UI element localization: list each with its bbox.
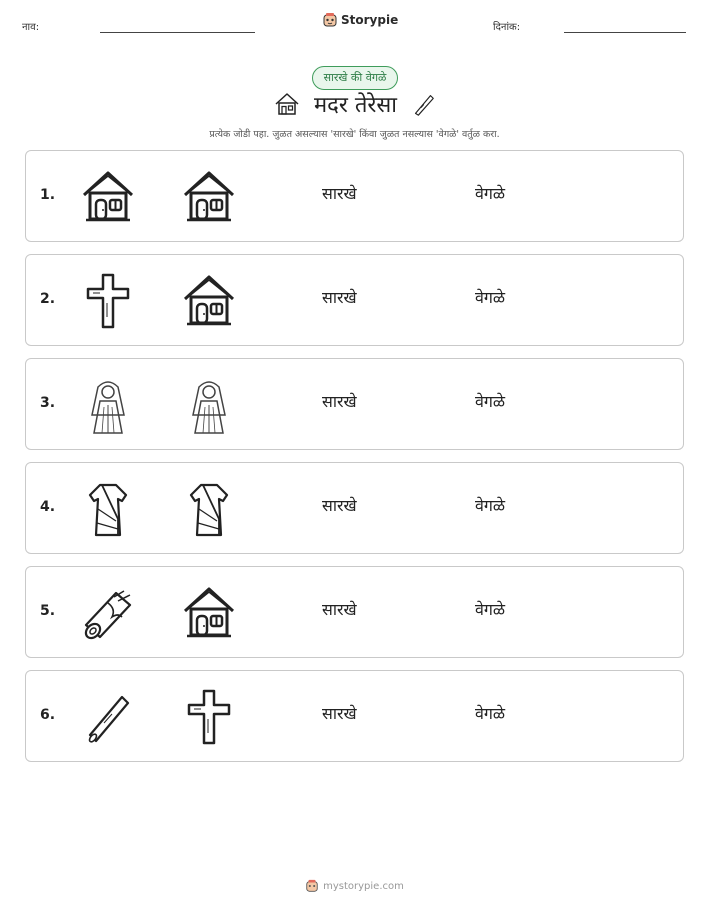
same-option[interactable]: सारखे [322, 600, 357, 619]
different-option[interactable]: वेगळे [475, 184, 506, 203]
worksheet-type-badge: सारखे की वेगळे [312, 66, 398, 90]
house-icon [179, 167, 239, 227]
question-number: 1. [40, 187, 56, 203]
question-row-6 [25, 670, 684, 762]
brand-logo [322, 12, 398, 28]
name-line[interactable] [100, 32, 255, 33]
stick-icon [409, 90, 437, 118]
date-label: दिनांक: [493, 22, 521, 33]
same-option[interactable]: सारखे [322, 704, 357, 723]
cross-icon [78, 271, 138, 331]
different-option[interactable]: वेगळे [475, 704, 506, 723]
house-icon [272, 89, 302, 119]
cross-icon [179, 687, 239, 747]
house-icon [179, 271, 239, 331]
same-option[interactable]: सारखे [322, 496, 357, 515]
question-number: 4. [40, 499, 56, 515]
same-option[interactable]: सारखे [322, 288, 357, 307]
question-row-2 [25, 254, 684, 346]
question-row-5 [25, 566, 684, 658]
question-row-1 [25, 150, 684, 242]
scroll-icon [78, 583, 138, 643]
different-option[interactable]: वेगळे [475, 392, 506, 411]
name-label: नाव: [22, 22, 40, 33]
footer-url[interactable]: mystorypie.com [323, 880, 404, 892]
nun-icon [78, 375, 138, 435]
sari-icon [179, 479, 239, 539]
stick-icon [78, 687, 138, 747]
question-number: 2. [40, 291, 56, 307]
different-option[interactable]: वेगळे [475, 600, 506, 619]
brand-name: Storypie [341, 13, 399, 27]
different-option[interactable]: वेगळे [475, 288, 506, 307]
question-row-3 [25, 358, 684, 450]
page-title: मदर तेरेसा [314, 93, 397, 118]
same-option[interactable]: सारखे [322, 184, 357, 203]
same-option[interactable]: सारखे [322, 392, 357, 411]
different-option[interactable]: वेगळे [475, 496, 506, 515]
nun-icon [179, 375, 239, 435]
house-icon [78, 167, 138, 227]
house-icon [179, 583, 239, 643]
question-row-4 [25, 462, 684, 554]
question-number: 5. [40, 603, 56, 619]
sari-icon [78, 479, 138, 539]
question-number: 6. [40, 707, 56, 723]
storypie-logo-icon [322, 12, 338, 28]
storypie-logo-icon [305, 879, 319, 893]
instructions: प्रत्येक जोडी पहा. जुळत असल्यास 'सारखे' किंवा जुळत नसल्यास 'वेगळे' वर्तुळ करा. [209, 129, 500, 140]
title-row [0, 89, 709, 119]
footer [0, 879, 709, 893]
question-number: 3. [40, 395, 56, 411]
date-line[interactable] [564, 32, 686, 33]
